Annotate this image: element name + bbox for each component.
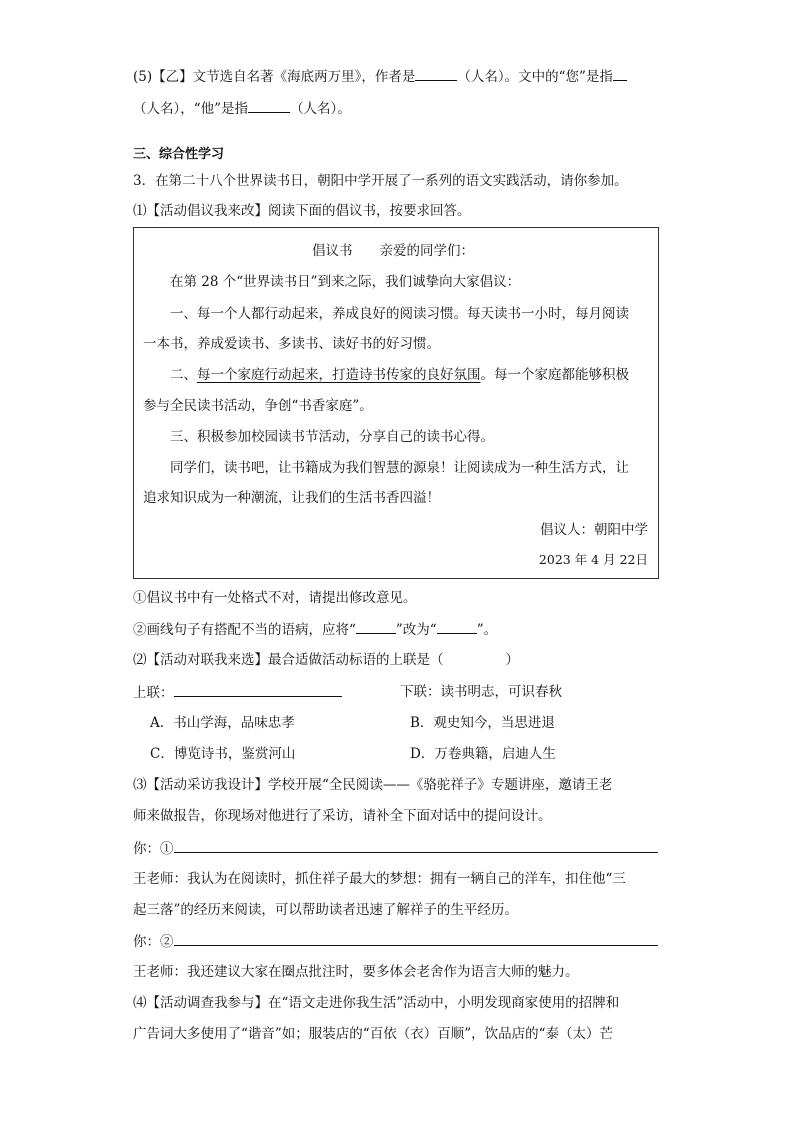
q5-blank-you[interactable] <box>613 66 627 81</box>
q3-sub4-line1: ⑷【活动调查我参与】在“语文走进你我生活”活动中，小明发现商家使用的招牌和 <box>133 995 620 1011</box>
q3-sub2-text-b: ） <box>505 652 519 668</box>
q5-text-a: (5)【乙】文节选自名著《海底两万里》，作者是 <box>133 69 416 85</box>
q5-line-2 <box>133 98 351 119</box>
q3-sub2-title <box>133 650 519 670</box>
proposal-p2-line2: 一本书，养成爱读书、多读书、读好书的好习惯。 <box>143 336 440 352</box>
couplet-upper-label: 上联： <box>133 685 174 701</box>
q3-sub3-line1: ⑶【活动采访我设计】学校开展“全民阅读——《骆驼祥子》专题讲座，邀请王老 <box>133 777 613 793</box>
proposal-p4: 三、积极参加校园读书节活动，分享自己的读书心得。 <box>170 429 494 445</box>
q5-blank-author[interactable] <box>415 66 457 81</box>
option-a[interactable]: A．书山学海，品味忠孝 <box>150 715 295 731</box>
option-d[interactable]: D．万卷典籍，启迪人生 <box>410 746 556 762</box>
you-1-label: 你：① <box>133 841 174 857</box>
option-b[interactable]: B．观史知今，当思进退 <box>410 715 555 731</box>
proposal-p3-line1 <box>170 365 629 385</box>
proposal-p3-rest: 。每一个家庭都能够积极 <box>480 367 629 383</box>
proposal-signer: 倡议人：朝阳中学 <box>540 522 648 538</box>
q5-line-1 <box>133 66 627 87</box>
proposal-p5-line2: 追求知识成为一种潮流，让我们的生活书香四溢！ <box>143 490 440 506</box>
q5-text-d: （人名）。 <box>290 101 351 117</box>
couplet-upper <box>133 682 342 703</box>
blank-question-1[interactable] <box>174 838 658 853</box>
q3-sub1-q1: ①倡议书中有一处格式不对，请提出修改意见。 <box>133 590 417 606</box>
q3-sub1-title: ⑴【活动倡议我来改】阅读下面的倡议书，按要求回答。 <box>133 203 471 219</box>
q5-text-b: （人名）。文中的“您”是指 <box>457 69 613 85</box>
q3-sub1-q2-text-c: ”。 <box>476 622 498 638</box>
blank-original-word[interactable] <box>356 619 396 634</box>
q3-sub3-line2: 师来做报告，你现场对他进行了采访，请补全下面对话中的提问设计。 <box>133 808 552 824</box>
blank-corrected-word[interactable] <box>437 619 477 634</box>
proposal-box <box>133 227 659 579</box>
proposal-p3-line2: 参与全民读书活动，争创“书香家庭”。 <box>143 398 373 414</box>
wang-answer-1-line1: 王老师：我认为在阅读时，抓住祥子最大的梦想：拥有一辆自己的洋车，扣住他“三 <box>133 871 626 887</box>
couplet-lower: 下联：读书明志，可识春秋 <box>400 684 562 700</box>
you-question-1 <box>133 838 658 859</box>
proposal-p1: 在第 28 个“世界读书日”到来之际，我们诚挚向大家倡议： <box>170 274 521 290</box>
blank-couplet-upper[interactable] <box>174 682 342 697</box>
q5-text-c: （人名），“他”是指 <box>133 101 249 117</box>
q3-sub4-line2: 广告词大多使用了“谐音”如；服装店的“百依（衣）百顺”，饮品店的“泰（太）芒 <box>133 1026 614 1042</box>
section-title: 三、综合性学习 <box>133 147 225 162</box>
q3-intro: 3．在第二十八个世界读书日，朝阳中学开展了一系列的语文实践活动，请你参加。 <box>133 173 628 189</box>
proposal-heading: 倡议书 亲爱的同学们： <box>312 243 474 259</box>
you-question-2 <box>133 931 658 952</box>
you-2-label: 你：② <box>133 934 174 950</box>
q3-sub1-q2-text-a: ②画线句子有搭配不当的语病，应将“ <box>133 622 356 638</box>
wang-answer-1-line2: 起三落”的经历来阅读，可以帮助读者迅速了解祥子的生平经历。 <box>133 902 518 918</box>
proposal-p3-prefix: 二、 <box>170 367 197 383</box>
option-c[interactable]: C．博览诗书，鉴赏河山 <box>150 746 296 762</box>
proposal-date: 2023 年 4 月 22日 <box>538 552 648 567</box>
proposal-p5-line1: 同学们，读书吧，让书籍成为我们智慧的源泉！让阅读成为一种生活方式，让 <box>170 460 629 476</box>
q5-blank-he[interactable] <box>248 98 290 113</box>
blank-question-2[interactable] <box>174 931 658 946</box>
q3-sub1-q2 <box>133 619 497 640</box>
proposal-p2-line1: 一、每一个人都行动起来，养成良好的阅读习惯。每天读书一小时，每月阅读 <box>170 306 629 322</box>
q3-sub2-text-a: ⑵【活动对联我来选】最合适做活动标语的上联是（ <box>133 652 444 668</box>
proposal-underlined-sentence: 每一个家庭行动起来，打造诗书传家的良好氛围 <box>197 367 481 383</box>
wang-answer-2: 王老师：我还建议大家在圈点批注时，要多体会老舍作为语言大师的魅力。 <box>133 964 579 980</box>
q3-sub1-q2-text-b: ”改为“ <box>395 622 437 638</box>
